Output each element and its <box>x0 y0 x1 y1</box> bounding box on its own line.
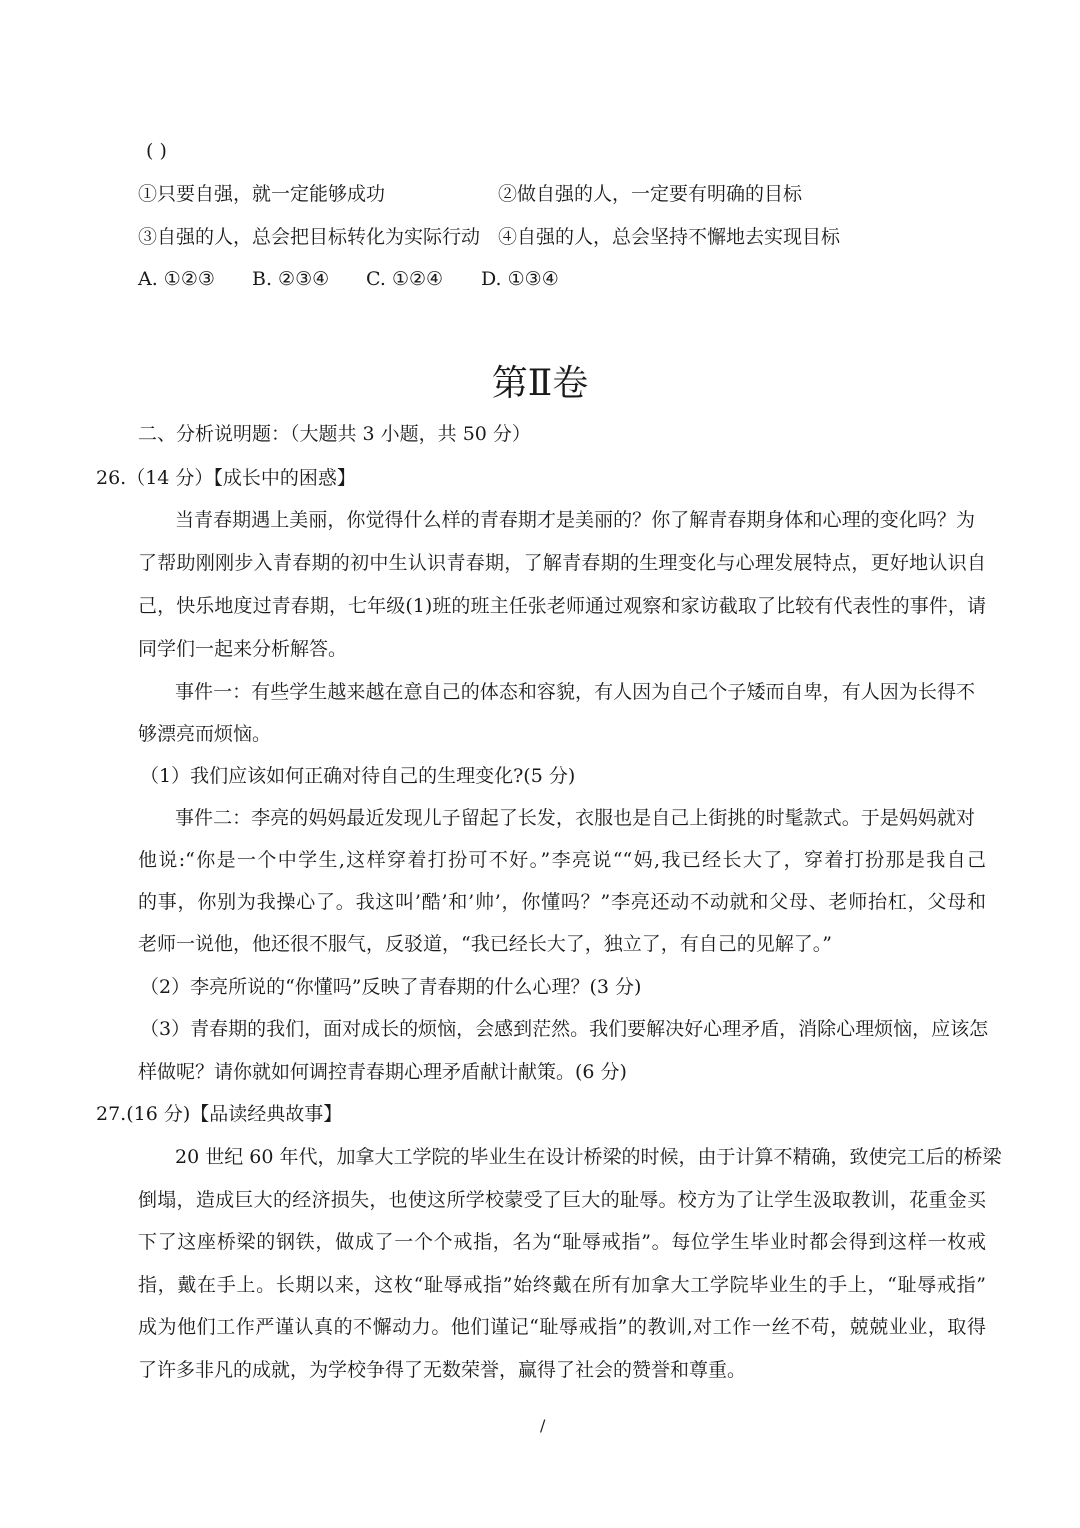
q26-intro-line-4: 同学们一起来分析解答。 <box>138 638 348 660</box>
choice-b: B. ②③④ <box>252 268 330 290</box>
choice-d: D. ①③④ <box>481 268 559 290</box>
q26-sub-question-3-line-1: （3）青春期的我们，面对成长的烦恼，会感到茫然。我们要解决好心理矛盾，消除心理烦恼，应该怎 <box>140 1018 989 1040</box>
q26-sub-question-3-line-2: 样做呢？请你就如何调控青春期心理矛盾献计献策。(6 分) <box>138 1061 627 1083</box>
section-heading: 二、分析说明题：（大题共 3 小题，共 50 分） <box>138 423 531 445</box>
choice-a: A. ①②③ <box>138 268 215 290</box>
option-3: ③自强的人，总会把目标转化为实际行动 <box>138 226 481 248</box>
question-26-header: 26.（14 分）【成长中的困惑】 <box>96 467 356 489</box>
q27-story-line-3: 下了这座桥梁的钢铁，做成了一个个戒指，名为“耻辱戒指”。每位学生毕业时都会得到这样一枚戒 <box>138 1231 986 1253</box>
q27-story-line-5: 成为他们工作严谨认真的不懈动力。他们谨记“耻辱戒指”的教训,对工作一丝不苟，兢兢业业，取得 <box>138 1316 986 1338</box>
page-footer-mark: / <box>540 1416 546 1435</box>
choice-c: C. ①②④ <box>366 268 444 290</box>
option-2: ②做自强的人，一定要有明确的目标 <box>498 183 803 205</box>
q26-intro-line-3: 己，快乐地度过青春期，七年级(1)班的班主任张老师通过观察和家访截取了比较有代表性的事件，请 <box>138 595 986 617</box>
q26-event2-line-3: 的事，你别为我操心了。我这叫’酷’和’帅’，你懂吗？”李亮还动不动就和父母、老师抬杠，父母和 <box>138 891 986 913</box>
q26-event2-line-4: 老师一说他，他还很不服气，反驳道，“我已经长大了，独立了，有自己的见解了。” <box>138 933 832 955</box>
q26-event2-line-1: 事件二：李亮的妈妈最近发现儿子留起了长发，衣服也是自己上街挑的时髦款式。于是妈妈就对 <box>175 807 975 829</box>
question-27-header: 27.(16 分)【品读经典故事】 <box>96 1103 343 1125</box>
q26-sub-question-2: （2）李亮所说的“你懂吗”反映了青春期的什么心理？(3 分) <box>140 976 642 998</box>
section-title: 第Ⅱ卷 <box>491 363 589 404</box>
q27-story-line-6: 了许多非凡的成就，为学校争得了无数荣誉，赢得了社会的赞誉和尊重。 <box>138 1359 747 1381</box>
q26-intro-line-2: 了帮助刚刚步入青春期的初中生认识青春期，了解青春期的生理变化与心理发展特点，更好地认识自 <box>138 552 986 574</box>
q27-story-line-1: 20 世纪 60 年代，加拿大工学院的毕业生在设计桥梁的时候，由于计算不精确，致使完工后的桥梁 <box>175 1146 1002 1168</box>
answer-bracket: ( ) <box>146 140 167 162</box>
q27-story-line-2: 倒塌，造成巨大的经济损失，也使这所学校蒙受了巨大的耻辱。校方为了让学生汲取教训，花重金买 <box>138 1189 986 1211</box>
q26-event2-line-2: 他说:“你是一个中学生,这样穿着打扮可不好。”李亮说““妈,我已经长大了，穿着打扮那是我自己 <box>138 849 986 871</box>
option-1: ①只要自强，就一定能够成功 <box>138 183 386 205</box>
q26-event1-line-2: 够漂亮而烦恼。 <box>138 723 272 745</box>
option-4: ④自强的人，总会坚持不懈地去实现目标 <box>498 226 841 248</box>
q26-sub-question-1: （1）我们应该如何正确对待自己的生理变化?(5 分) <box>140 765 576 787</box>
q27-story-line-4: 指，戴在手上。长期以来，这枚“耻辱戒指”始终戴在所有加拿大工学院毕业生的手上，“耻辱戒指” <box>138 1274 986 1296</box>
q26-intro-line-1: 当青春期遇上美丽，你觉得什么样的青春期才是美丽的？你了解青春期身体和心理的变化吗？为 <box>175 509 975 531</box>
q26-event1-line-1: 事件一：有些学生越来越在意自己的体态和容貌，有人因为自己个子矮而自卑，有人因为长得不 <box>175 681 975 703</box>
